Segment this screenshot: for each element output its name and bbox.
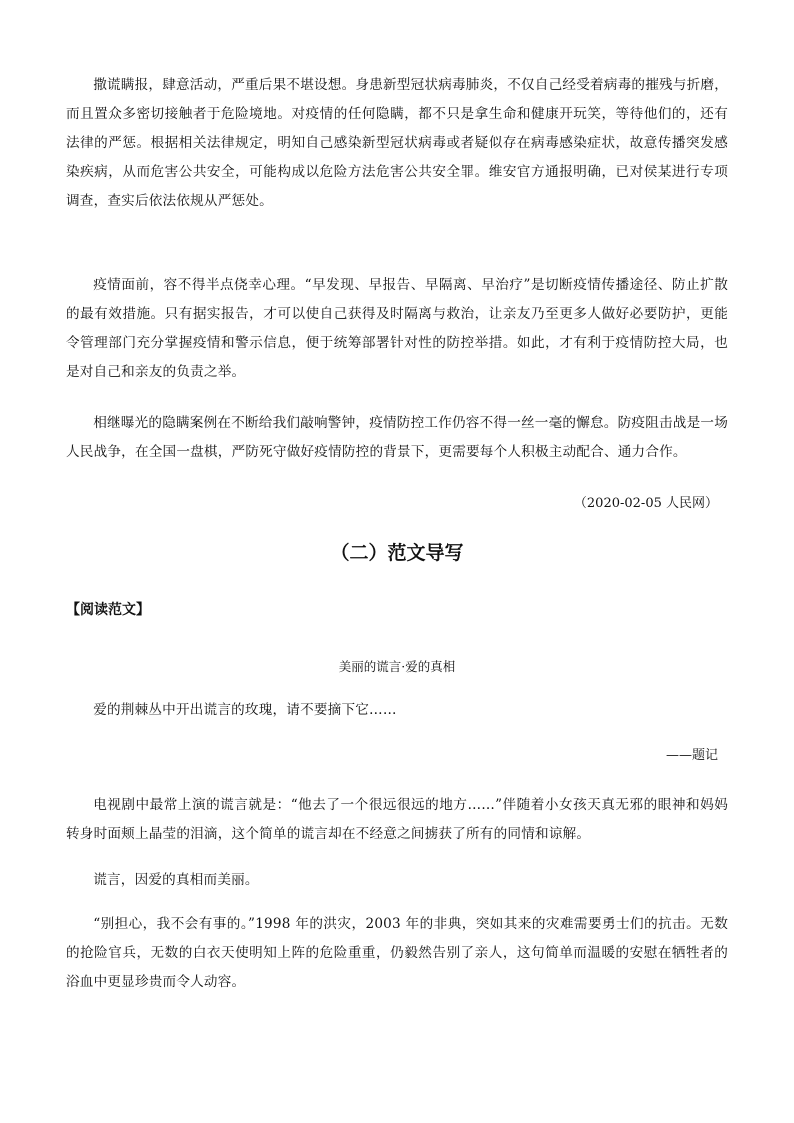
essay-paragraph-3: “别担心，我不会有事的。”1998 年的洪灾，2003 年的非典，突如其来的灾难需要勇士们的抗击。无数的抢险官兵，无数的白衣天使明知上阵的危险重重，仍毅然告别了亲人，这句简单而温暖的安慰在牺牲者的浴血中更显珍贵而令人动容。: [66, 916, 728, 990]
essay-epigraph: 爱的荆棘丛中开出谎言的玫瑰，请不要摘下它……: [93, 702, 397, 718]
passage-paragraph-2: 疫情面前，容不得半点侥幸心理。“早发现、早报告、早隔离、早治疗”是切断疫情传播途径、防止扩散的最有效措施。只有据实报告，才可以使自己获得及时隔离与救治，让亲友乃至更多人做好必要防护，更能令管理部门充分掌握疫情和警示信息，便于统筹部署针对性的防控举措。如此，才有利于疫情防控大局，也是对自己和亲友的负责之举。: [66, 277, 728, 380]
section-label: 【阅读范文】: [66, 602, 150, 618]
passage-paragraph-3: 相继曝光的隐瞒案例在不断给我们敲响警钟，疫情防控工作仍容不得一丝一毫的懈怠。防疫阻击战是一场人民战争，在全国一盘棋，严防死守做好疫情防控的背景下，更需要每个人积极主动配合、通力合作。: [66, 415, 728, 460]
essay-title: 美丽的谎言·爱的真相: [338, 659, 456, 674]
section-title: （二）范文导写: [330, 542, 464, 564]
passage-source: （2020-02-05 人民网）: [573, 496, 718, 511]
essay-signoff: ——题记: [665, 748, 718, 763]
essay-paragraph-1: 电视剧中最常上演的谎言就是：“他去了一个很远很远的地方……”伴随着小女孩天真无邪的眼神和妈妈转身时面颊上晶莹的泪滴，这个简单的谎言却在不经意之间掳获了所有的同情和谅解。: [66, 797, 728, 842]
essay-paragraph-2: 谎言，因爱的真相而美丽。: [93, 872, 259, 888]
passage-paragraph-1: 撒谎瞒报，肆意活动，严重后果不堪设想。身患新型冠状病毒肺炎，不仅自己经受着病毒的摧残与折磨，而且置众多密切接触者于危险境地。对疫情的任何隐瞒，都不只是拿生命和健康开玩笑，等待他们的，还有法律的严惩。根据相关法律规定，明知自己感染新型冠状病毒或者疑似存在病毒感染症状，故意传播突发感染疾病，从而危害公共安全，可能构成以危险方法危害公共安全罪。维安官方通报明确，已对侯某进行专项调查，查实后依法依规从严惩处。: [66, 77, 728, 209]
